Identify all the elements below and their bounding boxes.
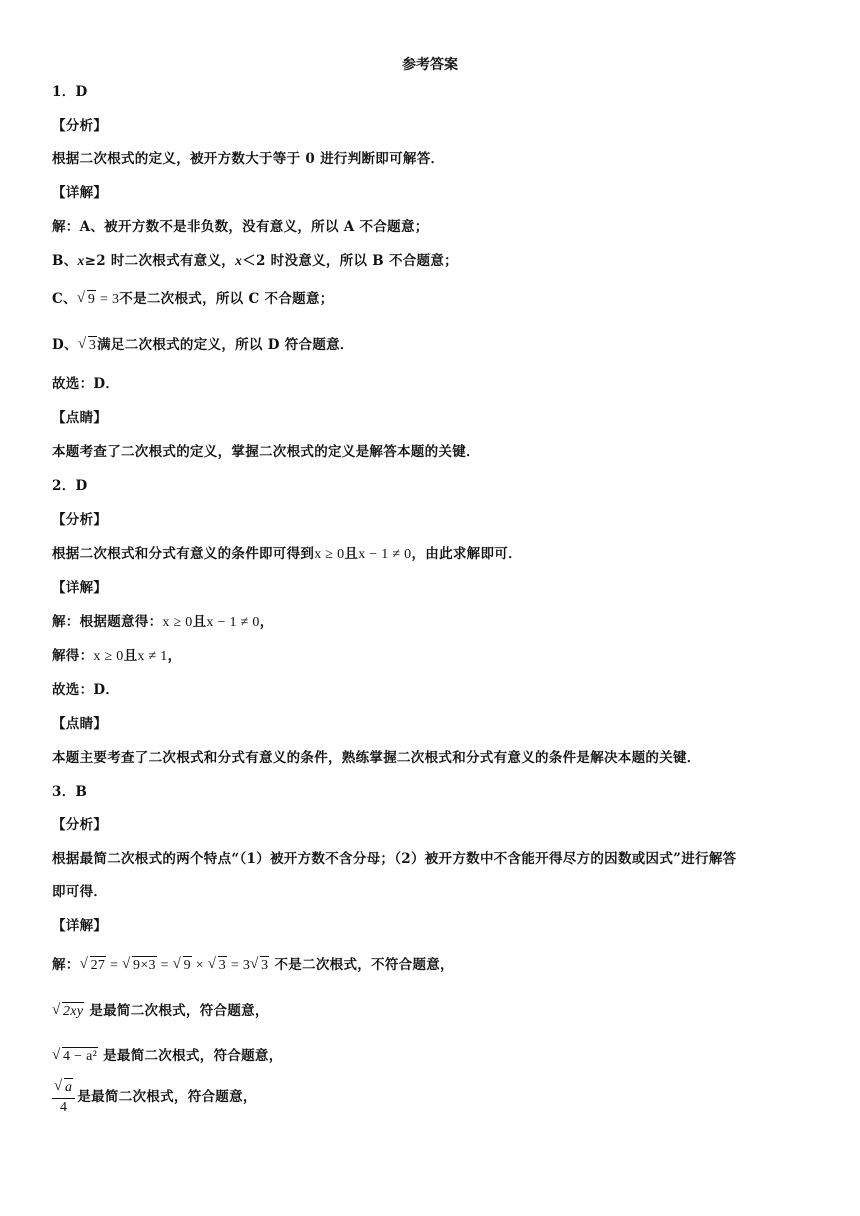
q1-line-b-post: ＜2 时没意义，所以 B 不合题意； <box>242 253 458 269</box>
q1-line-b-mid: ≥2 时二次根式有意义， <box>84 253 236 269</box>
q1-line-a: 解：A、被开方数不是非负数，没有意义，所以 A 不合题意； <box>52 219 429 235</box>
q2-choice: 故选：D． <box>52 682 120 698</box>
q2-comment-tag: 【点睛】 <box>52 716 108 732</box>
sqrt-9x3: √ 9×3 <box>123 956 157 976</box>
q1-line-b-var1: x <box>77 253 85 268</box>
q1-line-c-pre: C、 <box>52 291 77 307</box>
q1-line-c-post: 不是二次根式，所以 C 不合题意； <box>119 291 334 307</box>
sqrt-27: √ 27 <box>81 956 107 976</box>
sqrt-3a: √ 3 <box>209 956 227 976</box>
q3-l1-eq1: = <box>106 958 123 973</box>
q2-analysis-math2: x − 1 ≠ 0 <box>358 547 412 562</box>
q1-line-b-pre: B、 <box>52 253 78 269</box>
q1-line-c-eq: = 3 <box>96 292 120 307</box>
q3-l1-eq2: = <box>156 958 173 973</box>
q2-analysis-tag: 【分析】 <box>52 512 108 528</box>
q2-analysis-post: ，由此求解即可． <box>411 546 522 562</box>
q2-solve2-and: 且 <box>123 648 138 664</box>
q1-comment-tag: 【点睛】 <box>52 410 108 426</box>
sqrt-4-minus-a2: √ 4 − a² <box>53 1047 98 1067</box>
q2-solve1-pre: 解：根据题意得： <box>52 614 163 630</box>
q2-solve1-and: 且 <box>192 614 207 630</box>
q2-comment: 本题主要考查了二次根式和分式有意义的条件，熟练掌握二次根式和分式有意义的条件是解决本题的关键． <box>52 750 701 766</box>
q1-line-d-post: 满足二次根式的定义，所以 D 符合题意． <box>97 337 354 353</box>
q2-solve2-post: ， <box>167 648 182 664</box>
q2-analysis-math1: x ≥ 0 <box>314 547 345 562</box>
q1-analysis: 根据二次根式的定义，被开方数大于等于 0 进行判断即可解答． <box>52 151 445 167</box>
q2-solve1-math1: x ≥ 0 <box>162 615 193 630</box>
q2-solve2-math1: x ≥ 0 <box>93 649 124 664</box>
q1-comment: 本题考查了二次根式的定义，掌握二次根式的定义是解答本题的关键． <box>52 444 480 460</box>
q1-line-d <box>52 335 354 356</box>
sqrt-2xy: √ 2xy <box>53 1002 84 1022</box>
q1-line-d-pre: D、 <box>52 337 78 353</box>
q2-analysis-and: 且 <box>344 546 359 562</box>
q2-solve1-post: ， <box>259 614 274 630</box>
q1-heading: 1．D <box>52 84 88 100</box>
q1-line-b <box>52 251 458 271</box>
q3-line-3 <box>52 1046 283 1067</box>
q3-line-1 <box>52 955 454 976</box>
q3-l3-post: 是最简二次根式，符合题意， <box>98 1048 283 1064</box>
q3-l1-post: 不是二次根式，不符合题意， <box>269 957 454 973</box>
sqrt-9b: √ 9 <box>174 956 192 976</box>
sqrt-3b: √ 3 <box>251 956 269 976</box>
q3-l1-times: × <box>191 958 208 973</box>
q1-choice: 故选：D． <box>52 376 120 392</box>
q3-l1-eq3: = 3 <box>227 958 251 973</box>
q3-heading: 3．B <box>52 784 88 800</box>
q1-analysis-tag: 【分析】 <box>52 118 108 134</box>
sqrt-3: √ 3 <box>79 336 97 356</box>
q2-analysis <box>52 544 522 565</box>
q2-detail-tag: 【详解】 <box>52 580 108 596</box>
q3-l4-post: 是最简二次根式，符合题意， <box>77 1089 257 1105</box>
q3-analysis-1: 根据最简二次根式的两个特点“（1）被开方数不含分母；（2）被开方数中不含能开得尽方的因数或因式”进行解答 <box>52 851 737 867</box>
q3-line-4 <box>52 1078 257 1117</box>
q3-analysis-tag: 【分析】 <box>52 817 108 833</box>
q2-solve2-pre: 解得： <box>52 648 94 664</box>
q2-solve-2 <box>52 646 181 667</box>
q3-line-2 <box>52 1001 269 1022</box>
page-title: 参考答案 <box>402 57 458 73</box>
fraction-sqrt-a-over-4: √ $\frac{a}{4}$ <box>52 1078 75 1117</box>
q2-analysis-pre: 根据二次根式和分式有意义的条件即可得到 <box>52 546 315 562</box>
q3-l2-post: 是最简二次根式，符合题意， <box>84 1003 269 1019</box>
q2-solve2-math2: x ≠ 1 <box>137 649 168 664</box>
q3-analysis-2: 即可得． <box>52 884 108 900</box>
q1-line-b-var2: x <box>235 253 243 268</box>
sqrt-9: √ 9 <box>78 290 96 310</box>
q2-solve1-math2: x − 1 ≠ 0 <box>206 615 260 630</box>
q2-heading: 2．D <box>52 478 88 494</box>
q3-detail-tag: 【详解】 <box>52 918 108 934</box>
q1-detail-tag: 【详解】 <box>52 185 108 201</box>
q2-solve-1 <box>52 612 274 633</box>
q1-line-c <box>52 289 334 310</box>
q3-l1-pre: 解： <box>52 957 80 973</box>
